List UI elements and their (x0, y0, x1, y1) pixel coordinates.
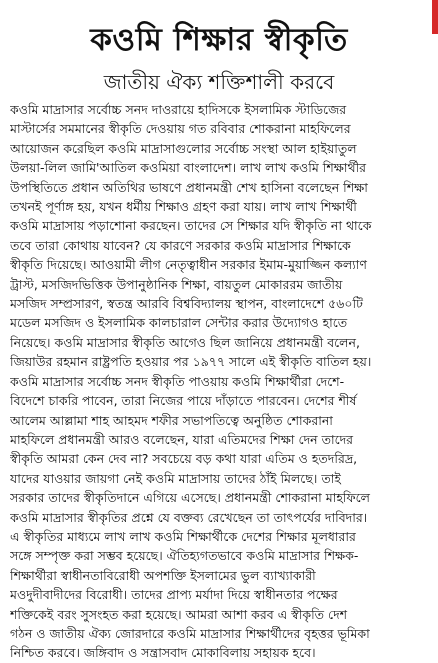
body-line: সঙ্গে সম্পৃক্ত করা সম্ভব হয়েছে। ঐতিহ্যগতভাবে কওমি মাদ্রাসার শিক্ষক- (10, 548, 359, 564)
article-headline: কওমি শিক্ষার স্বীকৃতি (90, 22, 348, 58)
body-line: মসজিদ সম্প্রসারণ, স্বতন্ত্র আরবি বিশ্ববিদ্যালয় স্থাপন, বাংলাদেশে ৫৬০টি (10, 296, 363, 312)
body-line: সরকার তাদের স্বীকৃতিদানে এগিয়ে এসেছে। প্রধানমন্ত্রী শোকরানা মাহফিলে (10, 490, 370, 506)
body-line: স্বীকৃতি দিয়েছে। আওয়ামী লীগ নেতৃত্বাধীন সরকার ইমাম-মুয়াজ্জিন কল্যাণ (10, 257, 367, 273)
body-line: কওমি মাদ্রাসার স্বীকৃতির প্রশ্নে যে বক্তব্য রেখেছেন তা তাৎপর্যের দাবিদার। (10, 509, 368, 525)
body-line: গঠন ও জাতীয় ঐক্য জোরদারে কওমি মাদ্রাসার শিক্ষার্থীদের বৃহত্তর ভূমিকা (10, 625, 370, 641)
body-line: মওদুদীবাদীদের বিরোধী। তাদের প্রাপ্য মর্যাদা দিয়ে স্বাধীনতার পক্ষের (10, 587, 338, 603)
article-subheadline: জাতীয় ঐক্য শক্তিশালী করবে (103, 70, 335, 94)
article-body (10, 100, 428, 663)
body-line: আয়োজন করেছিল কওমি মাদ্রাসাগুলোর সর্বোচ্চ সংস্থা আল হাইয়াতুল (10, 140, 357, 156)
body-line: শক্তিকেই বরং সুসংহত করা হয়েছে। আমরা আশা করব এ স্বীকৃতি দেশ (10, 606, 348, 622)
body-line: উপস্থিতিতে প্রধান অতিথির ভাষণে প্রধানমন্ত্রী শেখ হাসিনা বলেছেন শিক্ষা (10, 179, 368, 195)
body-line: মাস্টার্সের সমমানের স্বীকৃতি দেওয়ায় গত রবিবার শোকরানা মাহফিলের (10, 121, 351, 137)
body-line: নিয়েছে। কওমি মাদ্রাসার স্বীকৃতি আগেও ছিল জানিয়ে প্রধানমন্ত্রী বলেন, (10, 334, 360, 350)
body-line: কওমি মাদ্রাসার সর্বোচ্চ সনদ স্বীকৃতি পাওয়ায় কওমি শিক্ষার্থীরা দেশে- (10, 373, 345, 389)
body-line: কওমি মাদ্রাসায় পড়াশোনা করছেন। তাদের সে শিক্ষার যদি স্বীকৃতি না থাকে (10, 218, 372, 234)
body-line: মডেল মসজিদ ও ইসলামিক কালচারাল সেন্টার করার উদ্যোগও হাতে (10, 315, 348, 331)
body-line: বিদেশে চাকরি পাবেন, তারা নিজের পায়ে দাঁড়াতে পারবেন। দেশের শীর্ষ (10, 393, 357, 409)
body-line: ট্রাস্ট, মসজিদভিত্তিক উপানুষ্ঠানিক শিক্ষা, বায়তুল মোকাররম জাতীয় (10, 276, 343, 292)
body-line: যাদের যাওয়ার জায়গা নেই কওমি মাদ্রাসায় তাদের ঠাঁই মিলছে। তাই (10, 470, 341, 486)
body-line: শিক্ষার্থীরা স্বাধীনতাবিরোধী অপশক্তি ইসলামের ভুল ব্যাখ্যাকারী (10, 567, 316, 583)
body-line: আলেম আল্লামা শাহ আহমদ শফীর সভাপতিত্বে অনুষ্ঠিত শোকরানা (10, 412, 333, 428)
body-line: মাহফিলে প্রধানমন্ত্রী আরও বলেছেন, যারা এতিমদের শিক্ষা দেন তাদের (10, 431, 354, 447)
body-line: উলয়া-লিল জামি'আতিল কওমিয়া বাংলাদেশ। লাখ লাখ কওমি শিক্ষার্থীর (10, 160, 367, 176)
body-line: কওমি মাদ্রাসার সর্বোচ্চ সনদ দাওরায়ে হাদিসকে ইসলামিক স্টাডিজের (10, 102, 347, 117)
body-line: জিয়াউর রহমান রাষ্ট্রপতি হওয়ার পর ১৯৭৭ সালে এই স্বীকৃতি বাতিল হয়। (10, 354, 372, 370)
body-line: স্বীকৃতি আমরা কেন দেব না? সবচেয়ে বড় কথা যারা এতিম ও হতদরিদ্র, (10, 451, 358, 467)
body-line: তবে তারা কোথায় যাবেন? যে কারণে সরকার কওমি মাদ্রাসার শিক্ষাকে (10, 237, 351, 253)
body-line: তখনই পূর্ণাঙ্গ হয়, যখন ধর্মীয় শিক্ষাও গ্রহণ করা যায়। লাখ লাখ শিক্ষার্থী (10, 199, 357, 215)
body-line: নিশ্চিত করবে। জঙ্গিবাদ ও সন্ত্রাসবাদ মোকাবিলায় সহায়ক হবে। (10, 645, 316, 661)
body-line: এ স্বীকৃতির মাধ্যমে লাখ লাখ কওমি শিক্ষার্থীকে দেশের শিক্ষার মূলধারার (10, 528, 356, 544)
